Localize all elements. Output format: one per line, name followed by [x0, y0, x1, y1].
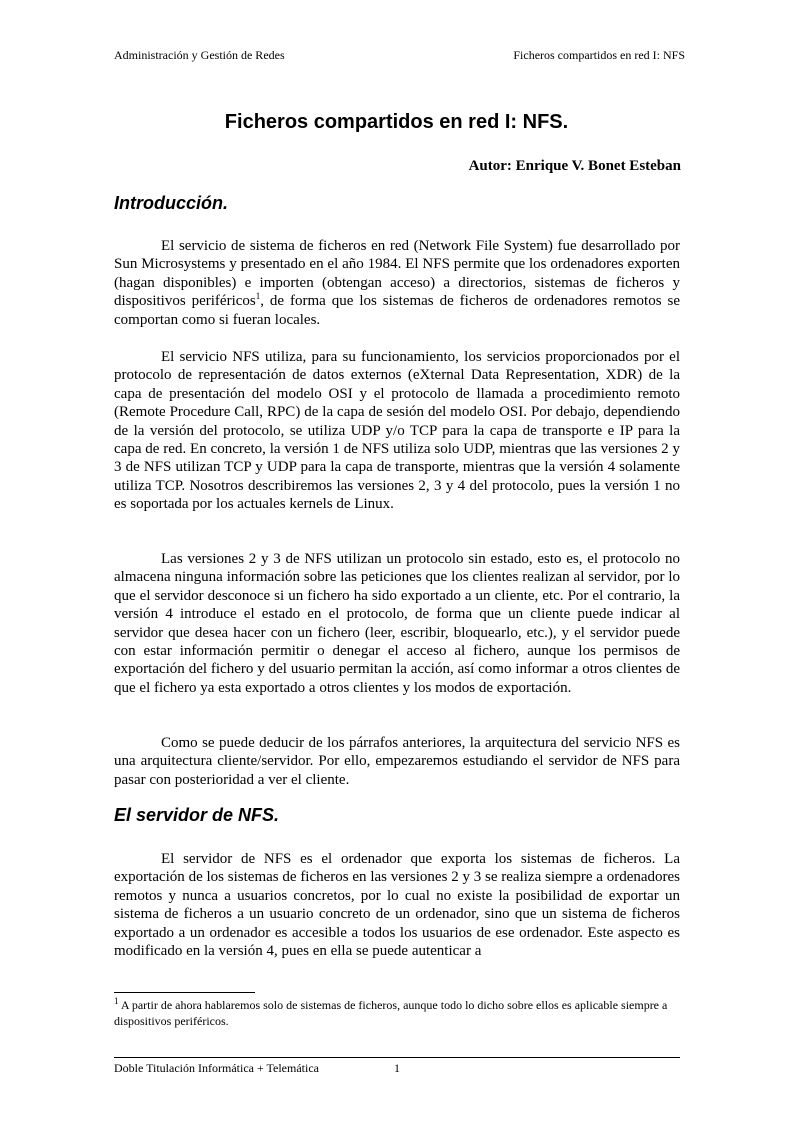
paragraph: El servicio NFS utiliza, para su funcionamiento, los servicios proporcionados por el protocolo de representación de datos externos (eXternal Data Representation, XDR) de la capa de presentación del modelo OSI y el protocolo de llamada a procedimiento remoto (Remote Procedure Call, RPC) de la capa de sesión del modelo OSI. Por debajo, dependiendo de la versión del protocolo, se utiliza UDP y/o TCP para la capa de transporte e IP para la capa de red. En concreto, la versión 1 de NFS utiliza solo UDP, mientras que las versiones 2 y 3 de NFS utilizan TCP y UDP para la capa de transporte, mientras que la versión 4 solamente utiliza TCP. Nosotros describiremos las versiones 2, 3 y 4 del protocolo, pues la versión 1 no es soportada por los actuales kernels de Linux. [114, 349, 680, 513]
paragraph-text: El servicio de sistema de ficheros en red (Network File System) fue desarrollado por Sun Microsystems y presentado en el año 1984. El NFS permite que los ordenadores exporten (hagan disponibles) e importen (obtengan acceso) a directorios, sistemas de ficheros y dispositivos periféricos [114, 238, 680, 310]
section-heading-introduccion: Introducción. [114, 193, 228, 213]
footnote [114, 997, 680, 1029]
footer-left: Doble Titulación Informática + Telemática [114, 1061, 319, 1075]
document-title: Ficheros compartidos en red I: NFS. [224, 111, 569, 133]
running-header-right: Ficheros compartidos en red I: NFS [513, 48, 685, 62]
footnote-separator [114, 992, 255, 993]
running-header-left: Administración y Gestión de Redes [114, 48, 285, 62]
paragraph-text-tail: , de forma que los sistemas de ficheros de ordenadores remotos se comportan como si fueran locales. [114, 293, 680, 328]
paragraph: Las versiones 2 y 3 de NFS utilizan un protocolo sin estado, esto es, el protocolo no almacena ninguna información sobre las peticiones que los clientes realizan al servidor, por lo que el servidor desconoce si un fichero ha sido exportado a un cliente, etc. Por el contrario, la versión 4 introduce el estado en el protocolo, de forma que un cliente puede indicar al servidor que desea hacer con un fichero (leer, escribir, bloquearlo, etc.), y el servidor puede con estar información permitir o denegar el acceso al fichero, aunque los permisos de exportación del fichero y del usuario permitan la acción, así como informar a otros clientes de que el fichero ya esta exportado a otros clientes y los modos de exportación. [114, 551, 680, 696]
footer-rule [114, 1057, 680, 1058]
paragraph [114, 237, 680, 329]
footnote-reference[interactable]: 1 [255, 291, 261, 302]
page-number: 1 [394, 1061, 400, 1075]
section-heading-servidor-nfs: El servidor de NFS. [114, 805, 280, 825]
footnote-text: A partir de ahora hablaremos solo de sistemas de ficheros, aunque todo lo dicho sobre ellos es aplicable siempre a dispositivos periféricos. [114, 998, 668, 1028]
paragraph: Como se puede deducir de los párrafos anteriores, la arquitectura del servicio NFS es una arquitectura cliente/servidor. Por ello, empezaremos estudiando el servidor de NFS para pasar con posterioridad a ver el cliente. [114, 735, 680, 788]
footnote-number: 1 [114, 996, 119, 1006]
author-line: Autor: Enrique V. Bonet Esteban [468, 158, 681, 174]
paragraph: El servidor de NFS es el ordenador que exporta los sistemas de ficheros. La exportación de los sistemas de ficheros en las versiones 2 y 3 se realiza siempre a ordenadores remotos y nunca a usuarios concretos, por lo cual no existe la posibilidad de exportar un sistema de ficheros a un usuario concreto de un ordenador, sino que un sistema de ficheros exportado a un ordenador es accesible a todos los usuarios de ese ordenador. Este aspecto es modificado en la versión 4, pues en ella se puede autenticar a [114, 851, 680, 960]
